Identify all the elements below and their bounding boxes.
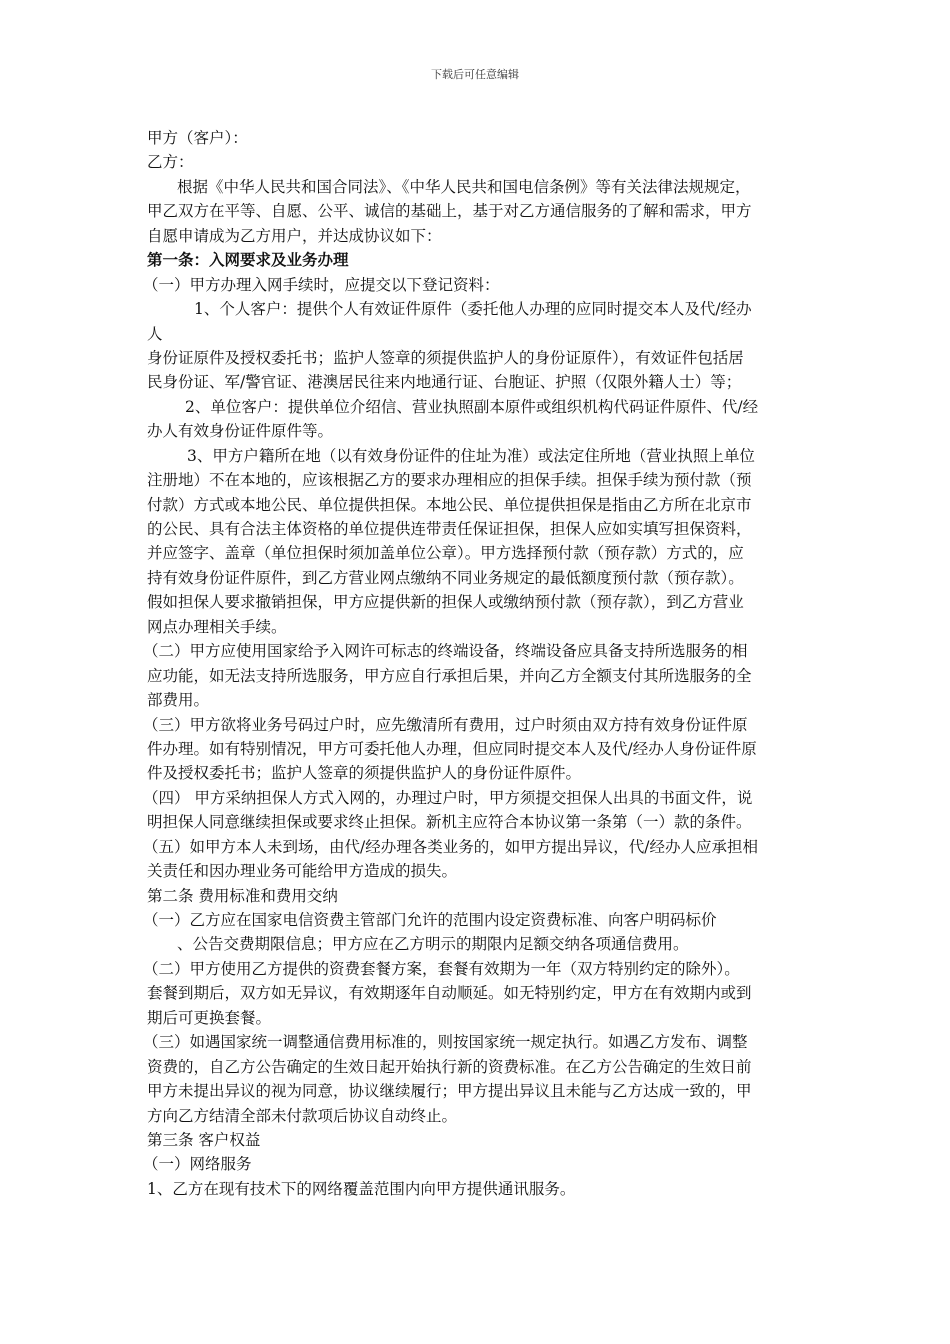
preamble-line: 自愿申请成为乙方用户，并达成协议如下：: [147, 226, 442, 245]
clause-line: 民身份证、军/警官证、港澳居民往来内地通行证、台胞证、护照（仅限外籍人士）等；: [147, 373, 742, 392]
clause-line: 3、甲方户籍所在地（以有效身份证件的住址为准）或法定住所地（营业执照上单位: [187, 446, 755, 465]
clause-line: （四） 甲方采纳担保人方式入网的，办理过户时，甲方须提交担保人出具的书面文件，说: [143, 788, 753, 807]
clause-line: 关责任和因办理业务可能给甲方造成的损失。: [147, 862, 458, 881]
clause-line: （二）甲方使用乙方提供的资费套餐方案，套餐有效期为一年（双方特别约定的除外）。: [143, 959, 740, 978]
clause-line: 假如担保人要求撤销担保，甲方应提供新的担保人或缴纳预付款（预存款），到乙方营业: [147, 593, 744, 612]
clause-line: 持有效身份证件原件，到乙方营业网点缴纳不同业务规定的最低额度预付款（预存款）。: [147, 568, 744, 587]
clause-line: 付款）方式或本地公民、单位提供担保。本地公民、单位提供担保是指由乙方所在北京市: [147, 495, 752, 514]
clause-line: 套餐到期后，双方如无异议，有效期逐年自动顺延。如无特别约定，甲方在有效期内或到: [147, 984, 752, 1003]
clause-line: 1、乙方在现有技术下的网络覆盖范围内向甲方提供通讯服务。: [147, 1179, 576, 1198]
clause-line: 、公告交费期限信息；甲方应在乙方明示的期限内足额交纳各项通信费用。: [177, 935, 689, 954]
clause-line: 办人有效身份证件原件等。: [147, 422, 334, 441]
clause-line: 明担保人同意继续担保或要求终止担保。新机主应符合本协议第一条第（一）款的条件。: [147, 813, 752, 832]
clause-line: 人: [147, 324, 163, 343]
party-b-line: 乙方：: [147, 153, 194, 172]
clause-line: （一）乙方应在国家电信资费主管部门允许的范围内设定资费标准、向客户明码标价: [143, 911, 717, 929]
clause-line: （三）如遇国家统一调整通信费用标准的，则按国家统一规定执行。如遇乙方发布、调整: [143, 1033, 748, 1052]
article-1-heading: 第一条：入网要求及业务办理: [147, 250, 349, 270]
page-header-note: 下载后可任意编辑: [431, 68, 519, 81]
clause-line: 方向乙方结清全部未付款项后协议自动终止。: [147, 1106, 458, 1125]
clause-line: 并应签字、盖章（单位担保时须加盖单位公章）。甲方选择预付款（预存款）方式的，应: [147, 544, 744, 563]
clause-line: （三）甲方欲将业务号码过户时，应先缴清所有费用，过户时须由双方持有效身份证件原: [143, 715, 748, 734]
clause-line: 身份证原件及授权委托书；监护人签章的须提供监护人的身份证原件），有效证件包括居: [147, 348, 744, 367]
clause-line: 1、个人客户：提供个人有效证件原件（委托他人办理的应同时提交本人及代/经办: [194, 300, 752, 319]
party-a-line: 甲方（客户）：: [147, 129, 248, 147]
clause-line: 注册地）不在本地的，应该根据乙方的要求办理相应的担保手续。担保手续为预付款（预: [147, 471, 752, 490]
article-3-heading: 第三条 客户权益: [147, 1130, 261, 1149]
clause-line: 件及授权委托书；监护人签章的须提供监护人的身份证件原件。: [147, 764, 582, 783]
clause-line: 部费用。: [147, 691, 210, 710]
clause-line: （一）网络服务: [143, 1155, 252, 1174]
contract-body: [143, 126, 813, 1201]
preamble-line: 甲乙双方在平等、自愿、公平、诚信的基础上，基于对乙方通信服务的了解和需求，甲方: [147, 202, 752, 221]
clause-line: 应功能，如无法支持所选服务，甲方应自行承担后果，并向乙方全额支付其所选服务的全: [147, 666, 752, 685]
clause-line: （一）甲方办理入网手续时，应提交以下登记资料：: [143, 275, 500, 294]
clause-line: 期后可更换套餐。: [147, 1008, 272, 1027]
preamble-line: 根据《中华人民共和国合同法》、《中华人民共和国电信条例》等有关法律法规规定，: [177, 177, 751, 196]
article-2-heading: 第二条 费用标准和费用交纳: [147, 886, 338, 905]
clause-line: 2、单位客户：提供单位介绍信、营业执照副本原件或组织机构代码证件原件、代/经: [185, 397, 759, 416]
clause-line: 网点办理相关手续。: [147, 617, 287, 636]
clause-line: 资费的，自乙方公告确定的生效日起开始执行新的资费标准。在乙方公告确定的生效日前: [147, 1057, 752, 1076]
clause-line: （五）如甲方本人未到场，由代/经办理各类业务的，如甲方提出异议，代/经办人应承担相: [143, 837, 758, 856]
clause-line: （二）甲方应使用国家给予入网许可标志的终端设备，终端设备应具备支持所选服务的相: [143, 642, 748, 661]
clause-line: 件办理。如有特别情况，甲方可委托他人办理，但应同时提交本人及代/经办人身份证件原: [147, 739, 757, 758]
clause-line: 甲方未提出异议的视为同意，协议继续履行；甲方提出异议且未能与乙方达成一致的，甲: [147, 1082, 752, 1101]
clause-line: 的公民、具有合法主体资格的单位提供连带责任保证担保，担保人应如实填写担保资料，: [147, 520, 752, 538]
